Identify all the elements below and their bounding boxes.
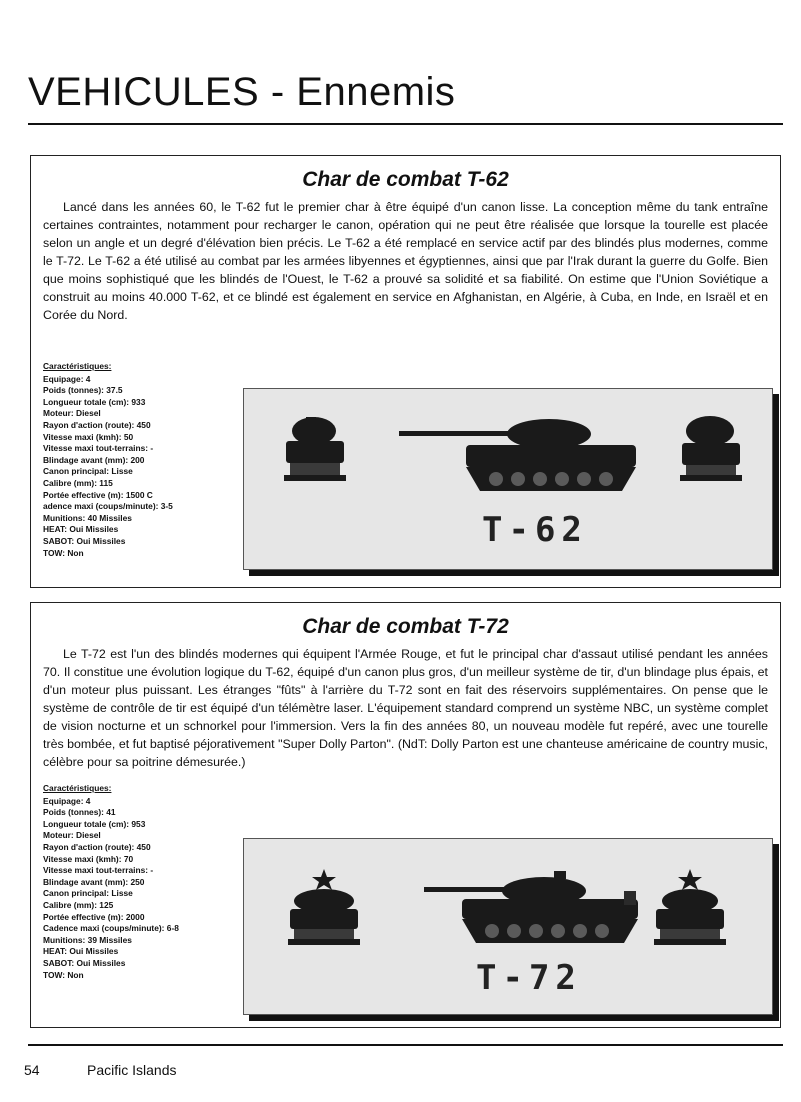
specs-heading: Caractéristiques: [43,361,112,371]
tank-name-label: T-62 [482,510,588,550]
section-title: Char de combat T-62 [302,168,509,191]
spec-line: Rayon d'action (route): 450 [43,841,151,852]
tank-front-view-icon [288,869,360,945]
section-body: Lancé dans les années 60, le T-62 fut le premier char à être équipé d'un canon lisse. La conception même du tank entraîne certaines contraintes, notamment pour recharger le canon, opération qui ne peut être réalisée que lorsque la tourelle est placée selon un angle et un degré d'élévation bien précis. Le T-62 a été remplacé en service actif par des blindés plus modernes, comme le T-72. Le T-62 a été utilisé au combat par les armées libyennes et égyptiennes, ainsi que par l'Irak durant la guerre du Golfe. Bien que moins sophistiqué que les blindés de l'Ouest, le T-62 a prouvé sa solidité et sa fiabilité. On estime que l'Union Soviétique a construit au moins 40.000 T-62, et ce blindé est également en service en Afghanistan, en Algérie, à Cuba, en Inde, en Israël et en Corée du Nord. [43,200,768,322]
footer-rule [28,1044,783,1046]
tank-side-view-icon [399,419,636,491]
spec-line: SABOT: Oui Missiles [43,535,126,546]
spec-line: Longueur totale (cm): 933 [43,396,146,407]
tank-side-view-icon [424,871,638,943]
spec-line: Canon principal: Lisse [43,466,133,477]
tank-drawing [244,839,772,1014]
spec-line: SABOT: Oui Missiles [43,957,126,968]
tank-rear-view-icon [654,869,726,945]
spec-line: Equipage: 4 [43,373,91,384]
spec-line: Cadence maxi (coups/minute): 6-8 [43,923,179,934]
spec-line: TOW: Non [43,547,84,558]
spec-line: Equipage: 4 [43,795,91,806]
page-number: 54 [24,1062,40,1078]
spec-line: Moteur: Diesel [43,408,101,419]
section-title: Char de combat T-72 [302,615,509,638]
spec-line: Vitesse maxi (kmh): 70 [43,853,134,864]
spec-line: Rayon d'action (route): 450 [43,419,151,430]
specs-list [43,361,243,559]
spec-line: Blindage avant (mm): 250 [43,876,145,887]
tank-drawing [244,389,772,569]
spec-line: Longueur totale (cm): 953 [43,818,146,829]
spec-line: Portée effective (m): 1500 C [43,489,153,500]
spec-line: Calibre (mm): 115 [43,477,113,488]
tank-illustration [243,838,773,1015]
spec-line: Moteur: Diesel [43,830,101,841]
spec-line: Vitesse maxi tout-terrains: - [43,443,154,454]
footer-book-title: Pacific Islands [87,1062,177,1078]
tank-front-view-icon [284,417,346,481]
title-rule [28,123,783,125]
tank-name-label: T-72 [476,958,582,998]
spec-line: Vitesse maxi tout-terrains: - [43,865,154,876]
spec-line: HEAT: Oui Missiles [43,524,119,535]
spec-line: Poids (tonnes): 37.5 [43,385,123,396]
spec-line: Munitions: 40 Missiles [43,512,132,523]
specs-heading: Caractéristiques: [43,783,112,793]
tank-rear-view-icon [680,416,742,481]
spec-line: Blindage avant (mm): 200 [43,454,145,465]
tank-illustration [243,388,773,570]
specs-list [43,783,243,981]
page-title: VEHICULES - Ennemis [28,70,456,114]
spec-line: Calibre (mm): 125 [43,899,114,910]
spec-line: Portée effective (m): 2000 [43,911,145,922]
spec-line: Vitesse maxi (kmh): 50 [43,431,134,442]
section-t62 [30,155,781,588]
spec-line: Poids (tonnes): 41 [43,807,116,818]
spec-line: Munitions: 39 Missiles [43,934,132,945]
spec-line: HEAT: Oui Missiles [43,946,119,957]
spec-line: TOW: Non [43,969,84,980]
spec-line: adence maxi (coups/minute): 3-5 [43,501,173,512]
section-body: Le T-72 est l'un des blindés modernes qui équipent l'Armée Rouge, et fut le principal char d'assaut utilisé pendant les années 70. Il constitue une évolution logique du T-62, équipé d'un canon plus gros, d'un meilleur système de tir, d'un blindage plus épais, et d'un moteur plus puissant. Les étranges "fûts" à l'arrière du T-72 sont en fait des réservoirs supplémentaires. On pense que le système de contrôle de tir est équipé d'un télémètre laser. L'équipement standard comprend un système NBC, un système complet de vision nocturne et un schnorkel pour l'immersion. Vers la fin des années 80, un nouveau modèle fut repéré, avec une tourelle très bombée, et fut baptisé péjorativement "Super Dolly Parton". (NdT: Dolly Parton est une chanteuse américaine de country music, célèbre pour sa poitrine démesurée.) [43,647,768,769]
spec-line: Canon principal: Lisse [43,888,133,899]
section-t72 [30,602,781,1028]
